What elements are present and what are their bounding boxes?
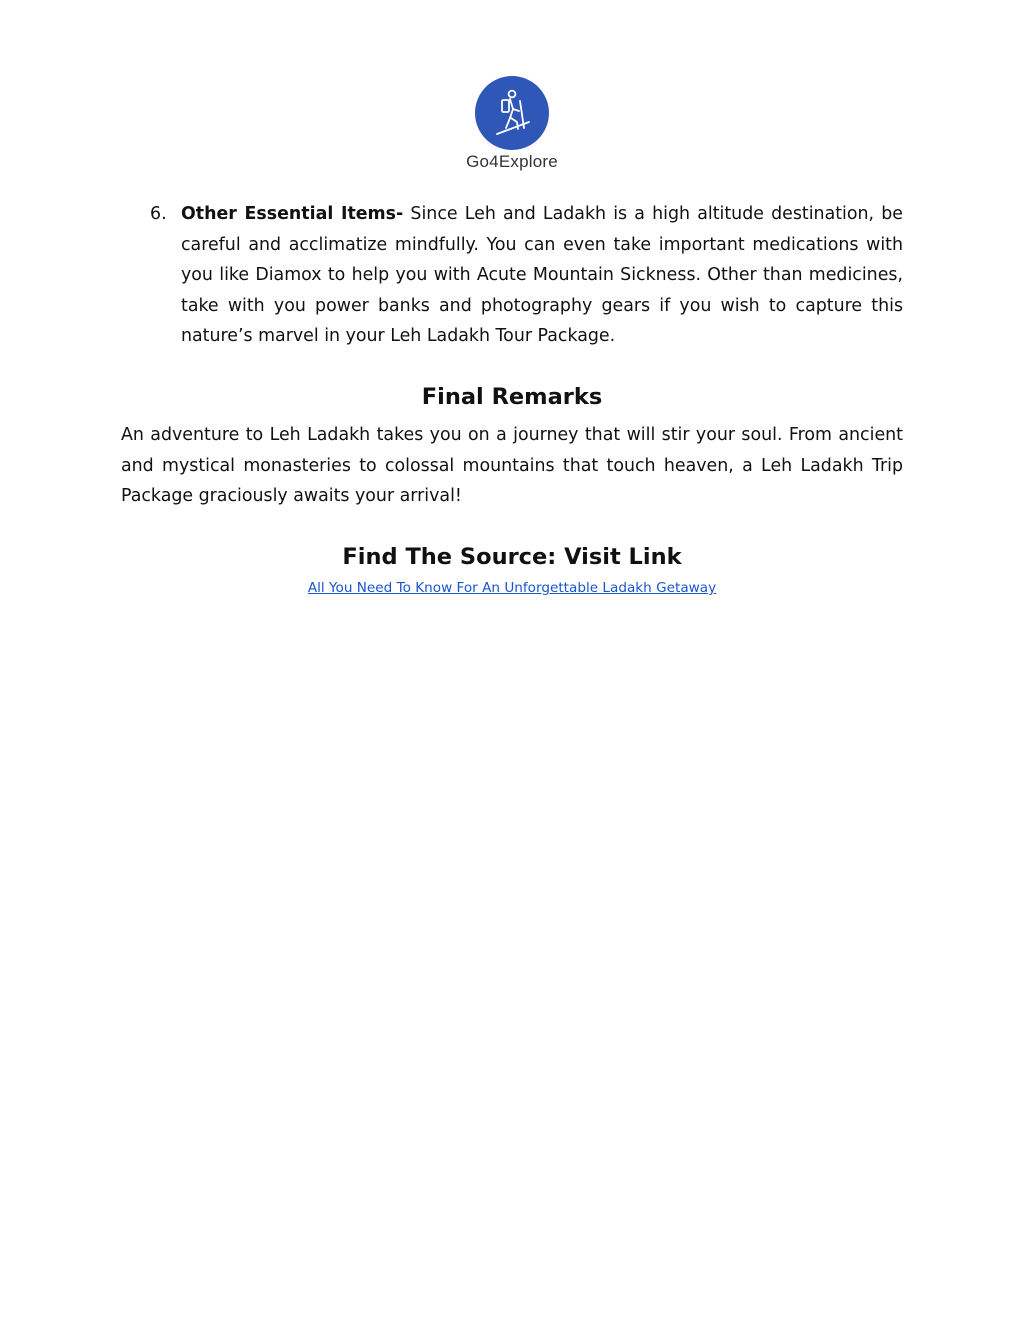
final-remarks-heading: Final Remarks bbox=[421, 384, 603, 410]
source-link-container bbox=[0, 580, 1024, 596]
final-remarks-paragraph: An adventure to Leh Ladakh takes you on a journey that will stir your soul. From ancient and mystical monasteries to colossal mountains that touch heaven, a Leh Ladakh Trip Package graciously awaits your arrival! bbox=[121, 425, 903, 507]
company-logo bbox=[0, 76, 1024, 172]
hiker-icon bbox=[475, 76, 549, 150]
source-link[interactable]: All You Need To Know For An Unforgettable Ladakh Getaway bbox=[307, 580, 717, 596]
list-item-title: Other Essential Items- bbox=[181, 204, 404, 224]
list-item bbox=[181, 199, 903, 352]
logo-circle bbox=[475, 76, 549, 150]
list-number: 6. bbox=[150, 204, 167, 224]
logo-text: Go4Explore bbox=[466, 152, 558, 171]
source-heading: Find The Source: Visit Link bbox=[342, 544, 682, 570]
list-item-text: Since Leh and Ladakh is a high altitude destination, be careful and acclimatize mindfully. You can even take important medications with you like Diamox to help you with Acute Mountain Sickness. Other than medicines, take with you power banks and photography gears if you wish to capture this nature’s marvel in your Leh Ladakh Tour Package. bbox=[181, 204, 903, 347]
